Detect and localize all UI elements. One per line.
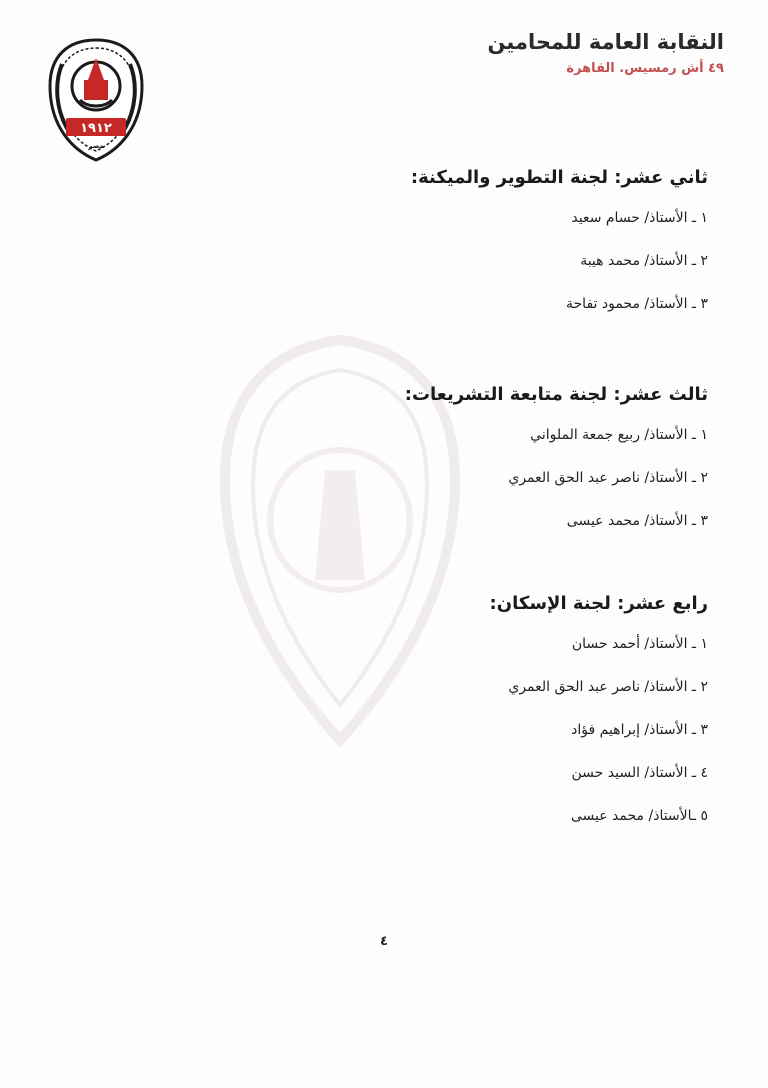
member-item: ٥ ـالأستاذ/ محمد عيسى [570, 808, 708, 824]
member-item: ٣ ـ الأستاذ/ محمود تفاحة [566, 296, 708, 312]
member-list [490, 634, 708, 826]
member-item: ٣ ـ الأستاذ/ محمد عيسى [566, 513, 708, 529]
logo-year: ١٩١٢ [80, 121, 112, 136]
member-item: ١ ـ الأستاذ/ حسام سعيد [571, 210, 708, 226]
member-item: ١ ـ الأستاذ/ ربيع جمعة الملواني [530, 427, 708, 443]
syndicate-logo [44, 34, 148, 164]
member-item: ٣ ـ الأستاذ/ إبراهيم فؤاد [571, 722, 708, 738]
committee-title: رابع عشر: لجنة الإسكان: [489, 593, 708, 614]
committee-section-development [411, 166, 708, 314]
committee-title: ثالث عشر: لجنة متابعة التشريعات: [404, 384, 708, 405]
logo-label: مصر [88, 142, 104, 150]
member-item: ٤ ـ الأستاذ/ السيد حسن [571, 765, 708, 781]
committee-title: ثاني عشر: لجنة التطوير والميكنة: [410, 167, 708, 188]
committee-section-housing [490, 592, 708, 826]
letterhead [488, 28, 725, 78]
member-item: ١ ـ الأستاذ/ أحمد حسان [571, 636, 708, 652]
member-item: ٢ ـ الأستاذ/ محمد هيبة [580, 253, 708, 269]
member-item: ٢ ـ الأستاذ/ ناصر عبد الحق العمري [508, 679, 708, 695]
page-number: ٤ [380, 934, 388, 949]
member-list [411, 208, 708, 314]
member-item: ٢ ـ الأستاذ/ ناصر عبد الحق العمري [508, 470, 708, 486]
member-list [405, 425, 708, 531]
organization-address: ٤٩ أش رمسيس. القاهرة [566, 61, 724, 76]
organization-name: النقابة العامة للمحامين [487, 30, 724, 54]
committee-section-legislation [405, 383, 708, 531]
